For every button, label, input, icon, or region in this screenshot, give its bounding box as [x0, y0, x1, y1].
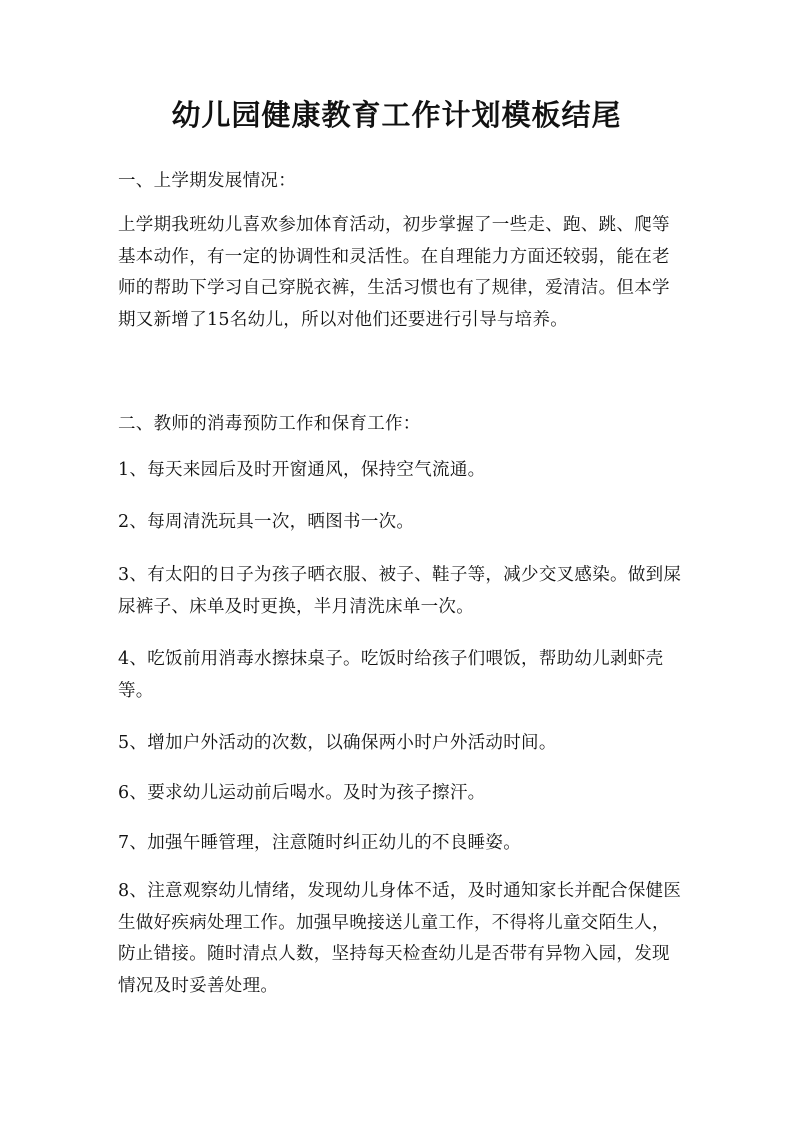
section-heading-2: 二、教师的消毒预防工作和保育工作：: [118, 414, 421, 434]
list-item-1: 1、每天来园后及时开窗通风，保持空气流通。: [118, 460, 486, 480]
list-item-5: 5、增加户外活动的次数，以确保两小时户外活动时间。: [118, 733, 557, 753]
list-item-4: 4、吃饭前用消毒水擦抹桌子。吃饭时给孩子们喂饭，帮助幼儿剥虾壳等。: [118, 649, 664, 701]
list-item-2: 2、每周清洗玩具一次，晒图书一次。: [118, 512, 415, 532]
list-item-3: 3、有太阳的日子为孩子晒衣服、被子、鞋子等，减少交叉感染。做到屎尿裤子、床单及时更换，半月清洗床单一次。: [118, 565, 682, 617]
list-item-6: 6、要求幼儿运动前后喝水。及时为孩子擦汗。: [118, 783, 486, 803]
section-heading-1: 一、上学期发展情况：: [118, 171, 296, 191]
list-item-8: 8、注意观察幼儿情绪，发现幼儿身体不适，及时通知家长并配合保健医生做好疾病处理工作。加强早晚接送儿童工作，不得将儿童交陌生人，防止错接。随时清点人数，坚持每天检查幼儿是否带有异物入园，发现情况及时妥善处理。: [118, 881, 682, 996]
section-1-paragraph: 上学期我班幼儿喜欢参加体育活动，初步掌握了一些走、跑、跳、爬等基本动作，有一定的协调性和灵活性。在自理能力方面还较弱，能在老师的帮助下学习自己穿脱衣裤，生活习惯也有了规律，爱清洁。但本学期又新增了15名幼儿，所以对他们还要进行引导与培养。: [118, 215, 670, 330]
list-item-7: 7、加强午睡管理，注意随时纠正幼儿的不良睡姿。: [118, 833, 522, 853]
document-title: 幼儿园健康教育工作计划模板结尾: [171, 98, 622, 132]
